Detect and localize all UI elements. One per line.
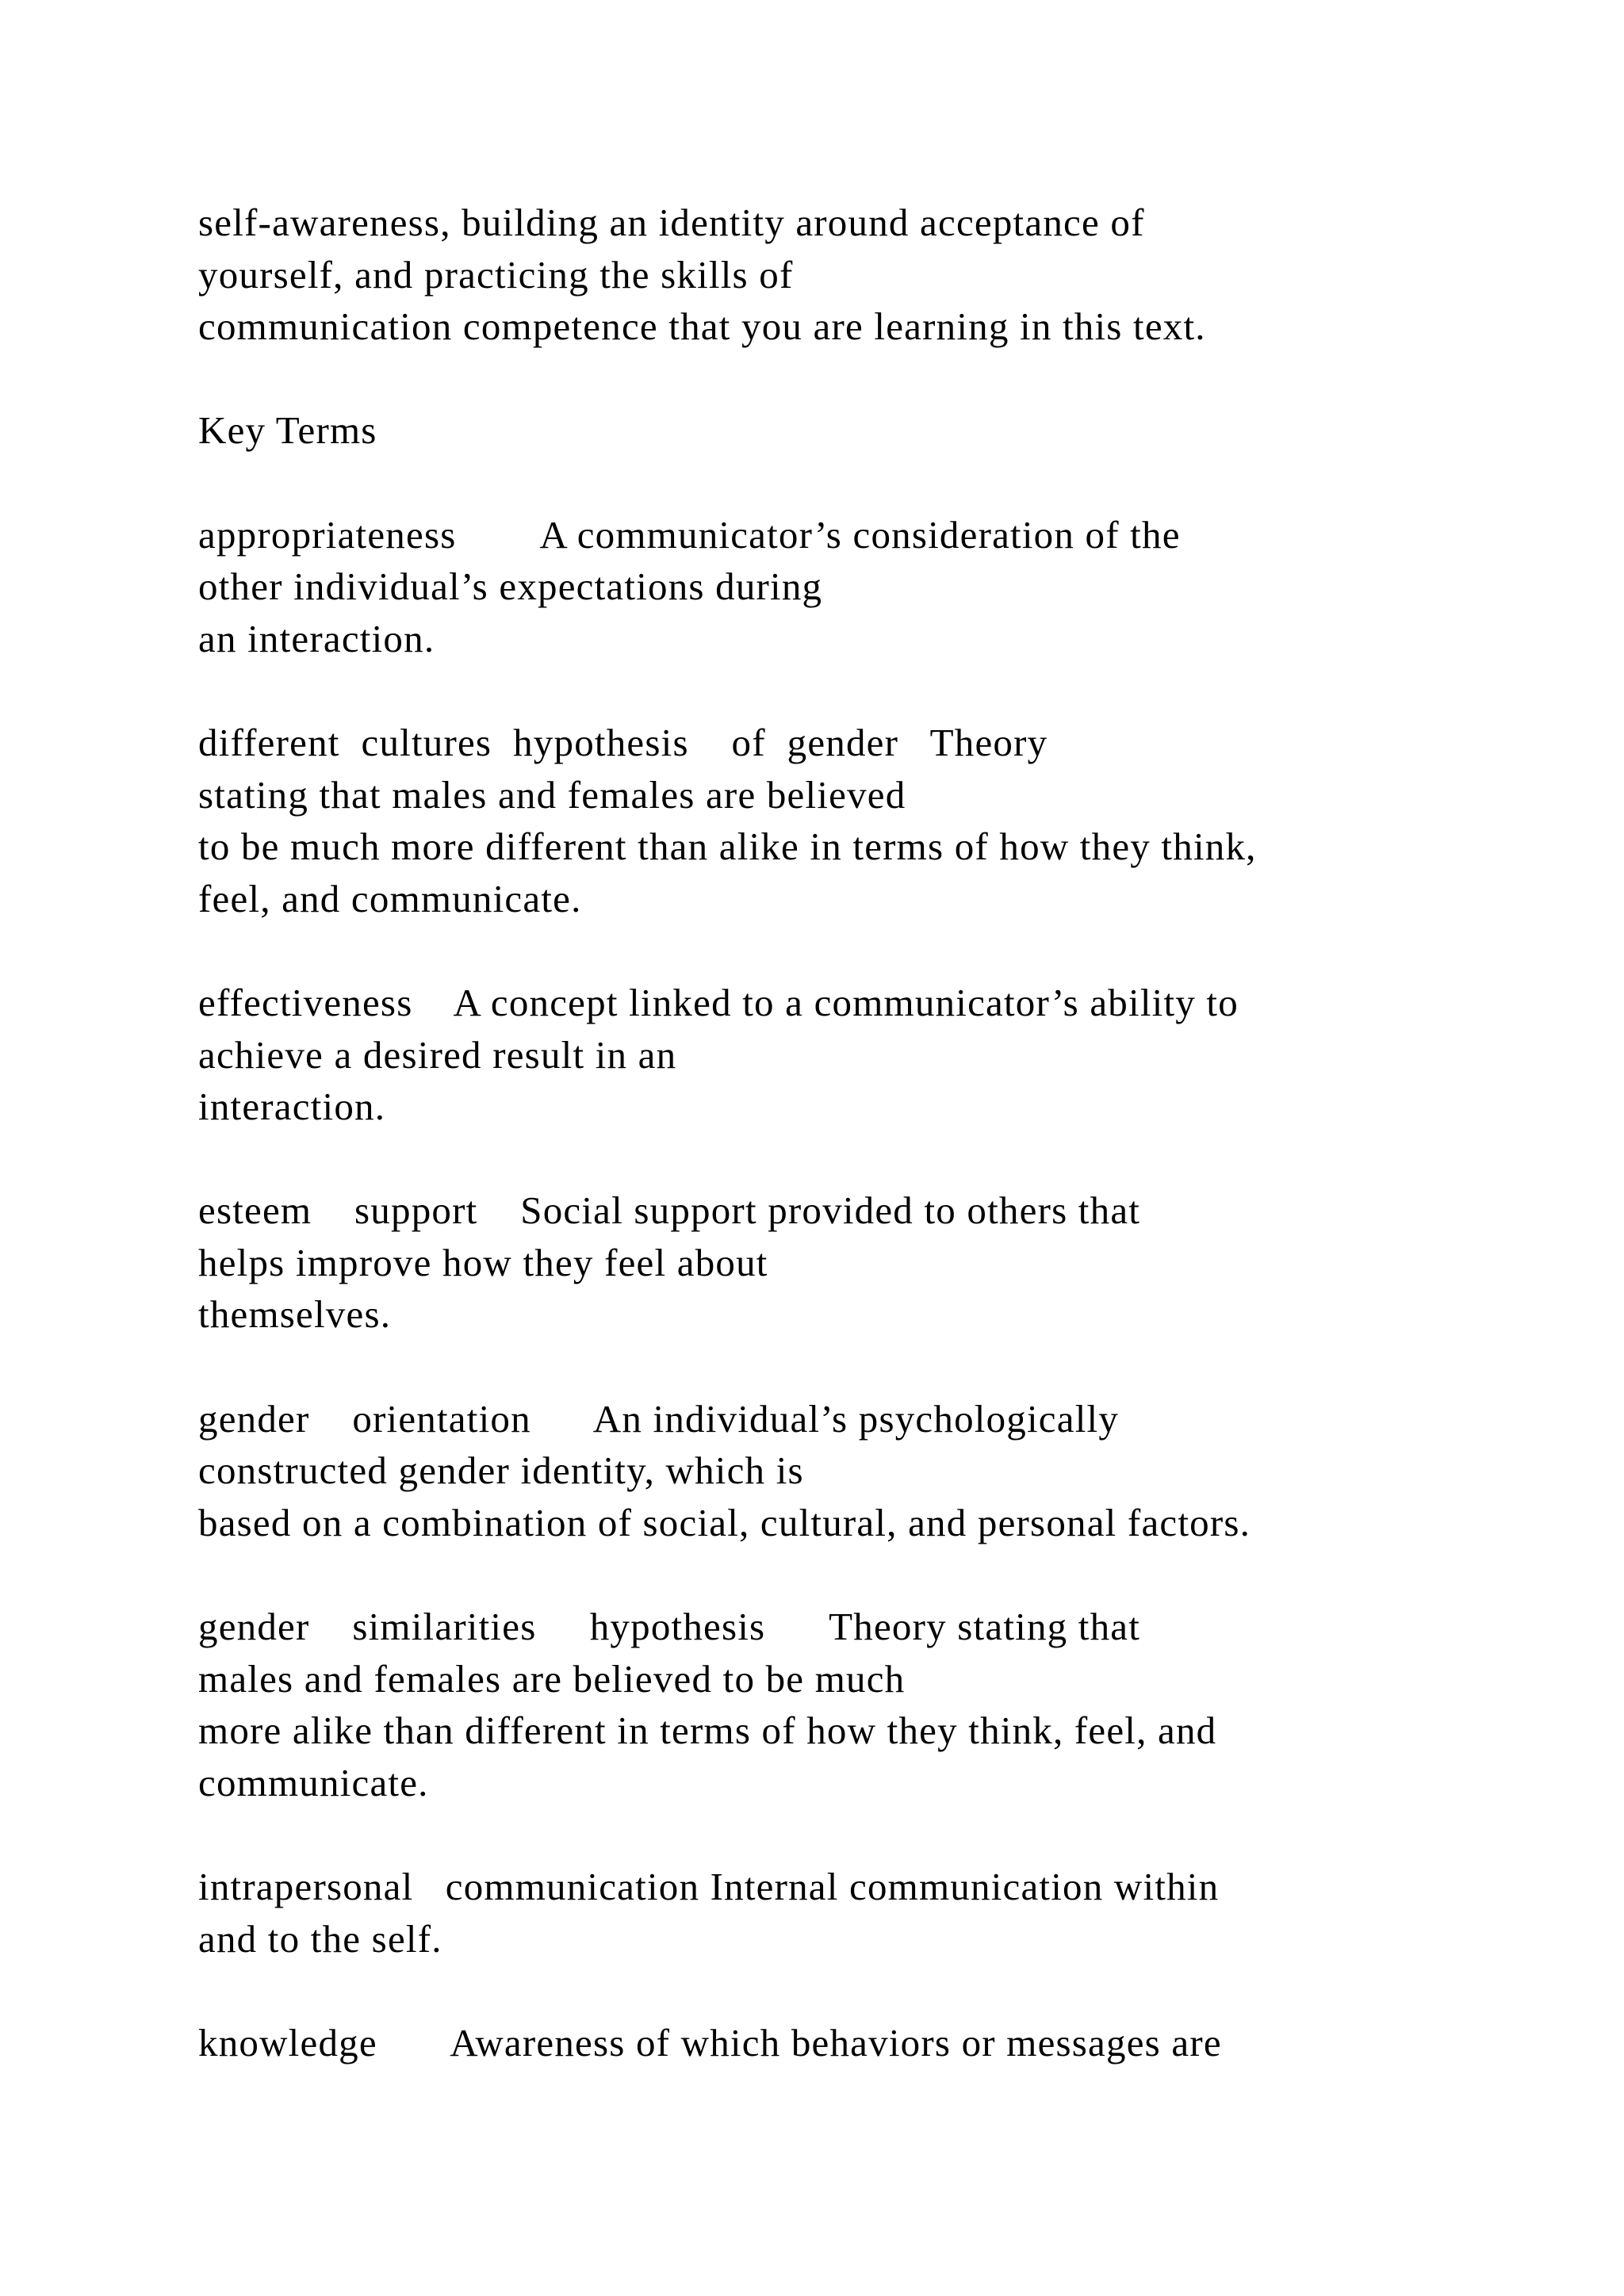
paragraph-spacer — [198, 1808, 1467, 1861]
key-terms-heading: Key Terms — [198, 408, 377, 453]
paragraph-spacer — [198, 1133, 1467, 1185]
term-entry-knowledge — [198, 2017, 1467, 2069]
text-line: an interaction. — [198, 616, 435, 660]
text-line: gender orientation An individual’s psychologically — [198, 1396, 1120, 1441]
text-line: males and females are believed to be much — [198, 1656, 906, 1701]
term-entry-different-cultures-hypothesis — [198, 717, 1467, 924]
text-line: intrapersonal communication Internal communication within — [198, 1865, 1220, 1908]
text-line: interaction. — [198, 1085, 386, 1129]
paragraph-spacer — [198, 1341, 1467, 1393]
paragraph-spacer — [198, 1548, 1467, 1601]
term-entry-appropriateness — [198, 509, 1467, 665]
text-line: based on a combination of social, cultural, and personal factors. — [198, 1500, 1251, 1544]
text-line: themselves. — [198, 1292, 392, 1337]
text-line: gender similarities hypothesis Theory stating that — [198, 1605, 1141, 1649]
text-line: to be much more different than alike in terms of how they think, — [198, 825, 1257, 869]
text-line: stating that males and females are believed — [198, 772, 906, 817]
text-line: and to the self. — [198, 1916, 442, 1961]
text-line: different cultures hypothesis of gender Theory — [198, 720, 1048, 764]
term-entry-gender-orientation — [198, 1393, 1467, 1549]
text-line: achieve a desired result in an — [198, 1032, 677, 1077]
paragraph-spacer — [198, 457, 1467, 509]
text-line: yourself, and practicing the skills of — [198, 252, 794, 297]
term-entry-effectiveness — [198, 977, 1467, 1133]
document-body — [198, 197, 1467, 2068]
text-line: self-awareness, building an identity around acceptance of — [198, 201, 1145, 244]
text-line: helps improve how they feel about — [198, 1240, 768, 1284]
term-entry-esteem-support — [198, 1184, 1467, 1341]
text-line: feel, and communicate. — [198, 876, 582, 920]
paragraph-spacer — [198, 924, 1467, 977]
text-line: esteem support Social support provided to others that — [198, 1188, 1141, 1233]
text-line: appropriateness A communicator’s consideration of the — [198, 512, 1181, 557]
text-line: communicate. — [198, 1760, 429, 1804]
paragraph-spacer — [198, 664, 1467, 717]
intro-paragraph — [198, 197, 1467, 353]
text-line: effectiveness A concept linked to a communicator’s ability to — [198, 980, 1239, 1024]
paragraph-spacer — [198, 1965, 1467, 2017]
text-line: knowledge Awareness of which behaviors or messages are — [198, 2020, 1222, 2064]
term-entry-intrapersonal-communication — [198, 1861, 1467, 1965]
term-entry-gender-similarities-hypothesis — [198, 1601, 1467, 1808]
text-line: constructed gender identity, which is — [198, 1448, 804, 1493]
text-line: other individual’s expectations during — [198, 564, 823, 609]
paragraph-spacer — [198, 353, 1467, 405]
text-line: communication competence that you are learning in this text. — [198, 304, 1206, 349]
text-line: more alike than different in terms of how they think, feel, and — [198, 1709, 1217, 1753]
